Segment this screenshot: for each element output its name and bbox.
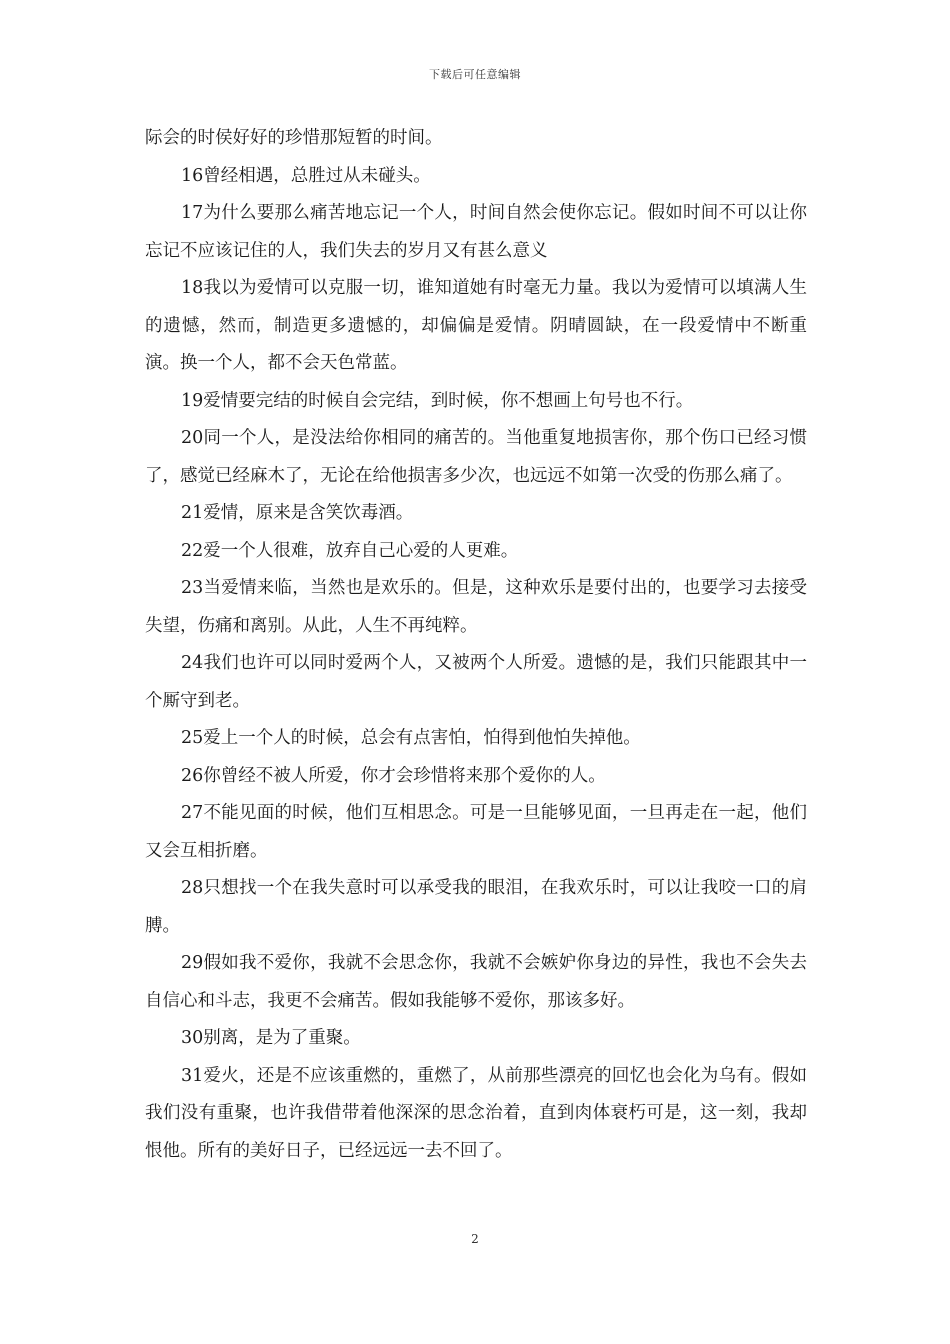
page-header: 下载后可任意编辑 <box>429 68 521 81</box>
paragraph: 24我们也许可以同时爱两个人，又被两个人所爱。遗憾的是，我们只能跟其中一个厮守到老。 <box>145 653 807 711</box>
paragraph: 18我以为爱情可以克服一切，谁知道她有时毫无力量。我以为爱情可以填满人生的遗憾，然而，制造更多遗憾的，却偏偏是爱情。阴晴圆缺，在一段爱情中不断重演。换一个人，都不会天色常蓝。 <box>145 278 807 373</box>
paragraph: 17为什么要那么痛苦地忘记一个人，时间自然会使你忘记。假如时间不可以让你忘记不应该记住的人，我们失去的岁月又有甚么意义 <box>145 203 807 261</box>
paragraph: 28只想找一个在我失意时可以承受我的眼泪，在我欢乐时，可以让我咬一口的肩膊。 <box>145 878 807 936</box>
document-body <box>145 120 807 1170</box>
paragraph: 21爱情，原来是含笑饮毒酒。 <box>181 503 414 523</box>
page-number: 2 <box>471 1232 479 1246</box>
paragraph: 30别离，是为了重聚。 <box>181 1028 361 1048</box>
paragraph: 29假如我不爱你，我就不会思念你，我就不会嫉妒你身边的异性，我也不会失去自信心和斗志，我更不会痛苦。假如我能够不爱你，那该多好。 <box>145 953 807 1011</box>
paragraph: 25爱上一个人的时候，总会有点害怕，怕得到他怕失掉他。 <box>181 728 641 748</box>
paragraph: 19爱情要完结的时候自会完结，到时候，你不想画上句号也不行。 <box>181 390 694 411</box>
paragraph: 22爱一个人很难，放弃自己心爱的人更难。 <box>181 540 519 561</box>
paragraph: 27不能见面的时候，他们互相思念。可是一旦能够见面，一旦再走在一起，他们又会互相折磨。 <box>145 803 807 861</box>
paragraph: 16曾经相遇，总胜过从未碰头。 <box>181 165 431 186</box>
paragraph: 26你曾经不被人所爱，你才会珍惜将来那个爱你的人。 <box>181 765 606 786</box>
paragraph: 20同一个人，是没法给你相同的痛苦的。当他重复地损害你，那个伤口已经习惯了，感觉已经麻木了，无论在给他损害多少次，也远远不如第一次受的伤那么痛了。 <box>145 428 807 486</box>
paragraph: 23当爱情来临，当然也是欢乐的。但是，这种欢乐是要付出的，也要学习去接受失望，伤痛和离别。从此，人生不再纯粹。 <box>145 578 807 636</box>
paragraph: 31爱火，还是不应该重燃的，重燃了，从前那些漂亮的回忆也会化为乌有。假如我们没有重聚，也许我借带着他深深的思念治着，直到肉体衰朽可是，这一刻，我却恨他。所有的美好日子，已经远远一去不回了。 <box>145 1065 807 1161</box>
paragraph: 际会的时侯好好的珍惜那短暂的时间。 <box>145 128 443 148</box>
